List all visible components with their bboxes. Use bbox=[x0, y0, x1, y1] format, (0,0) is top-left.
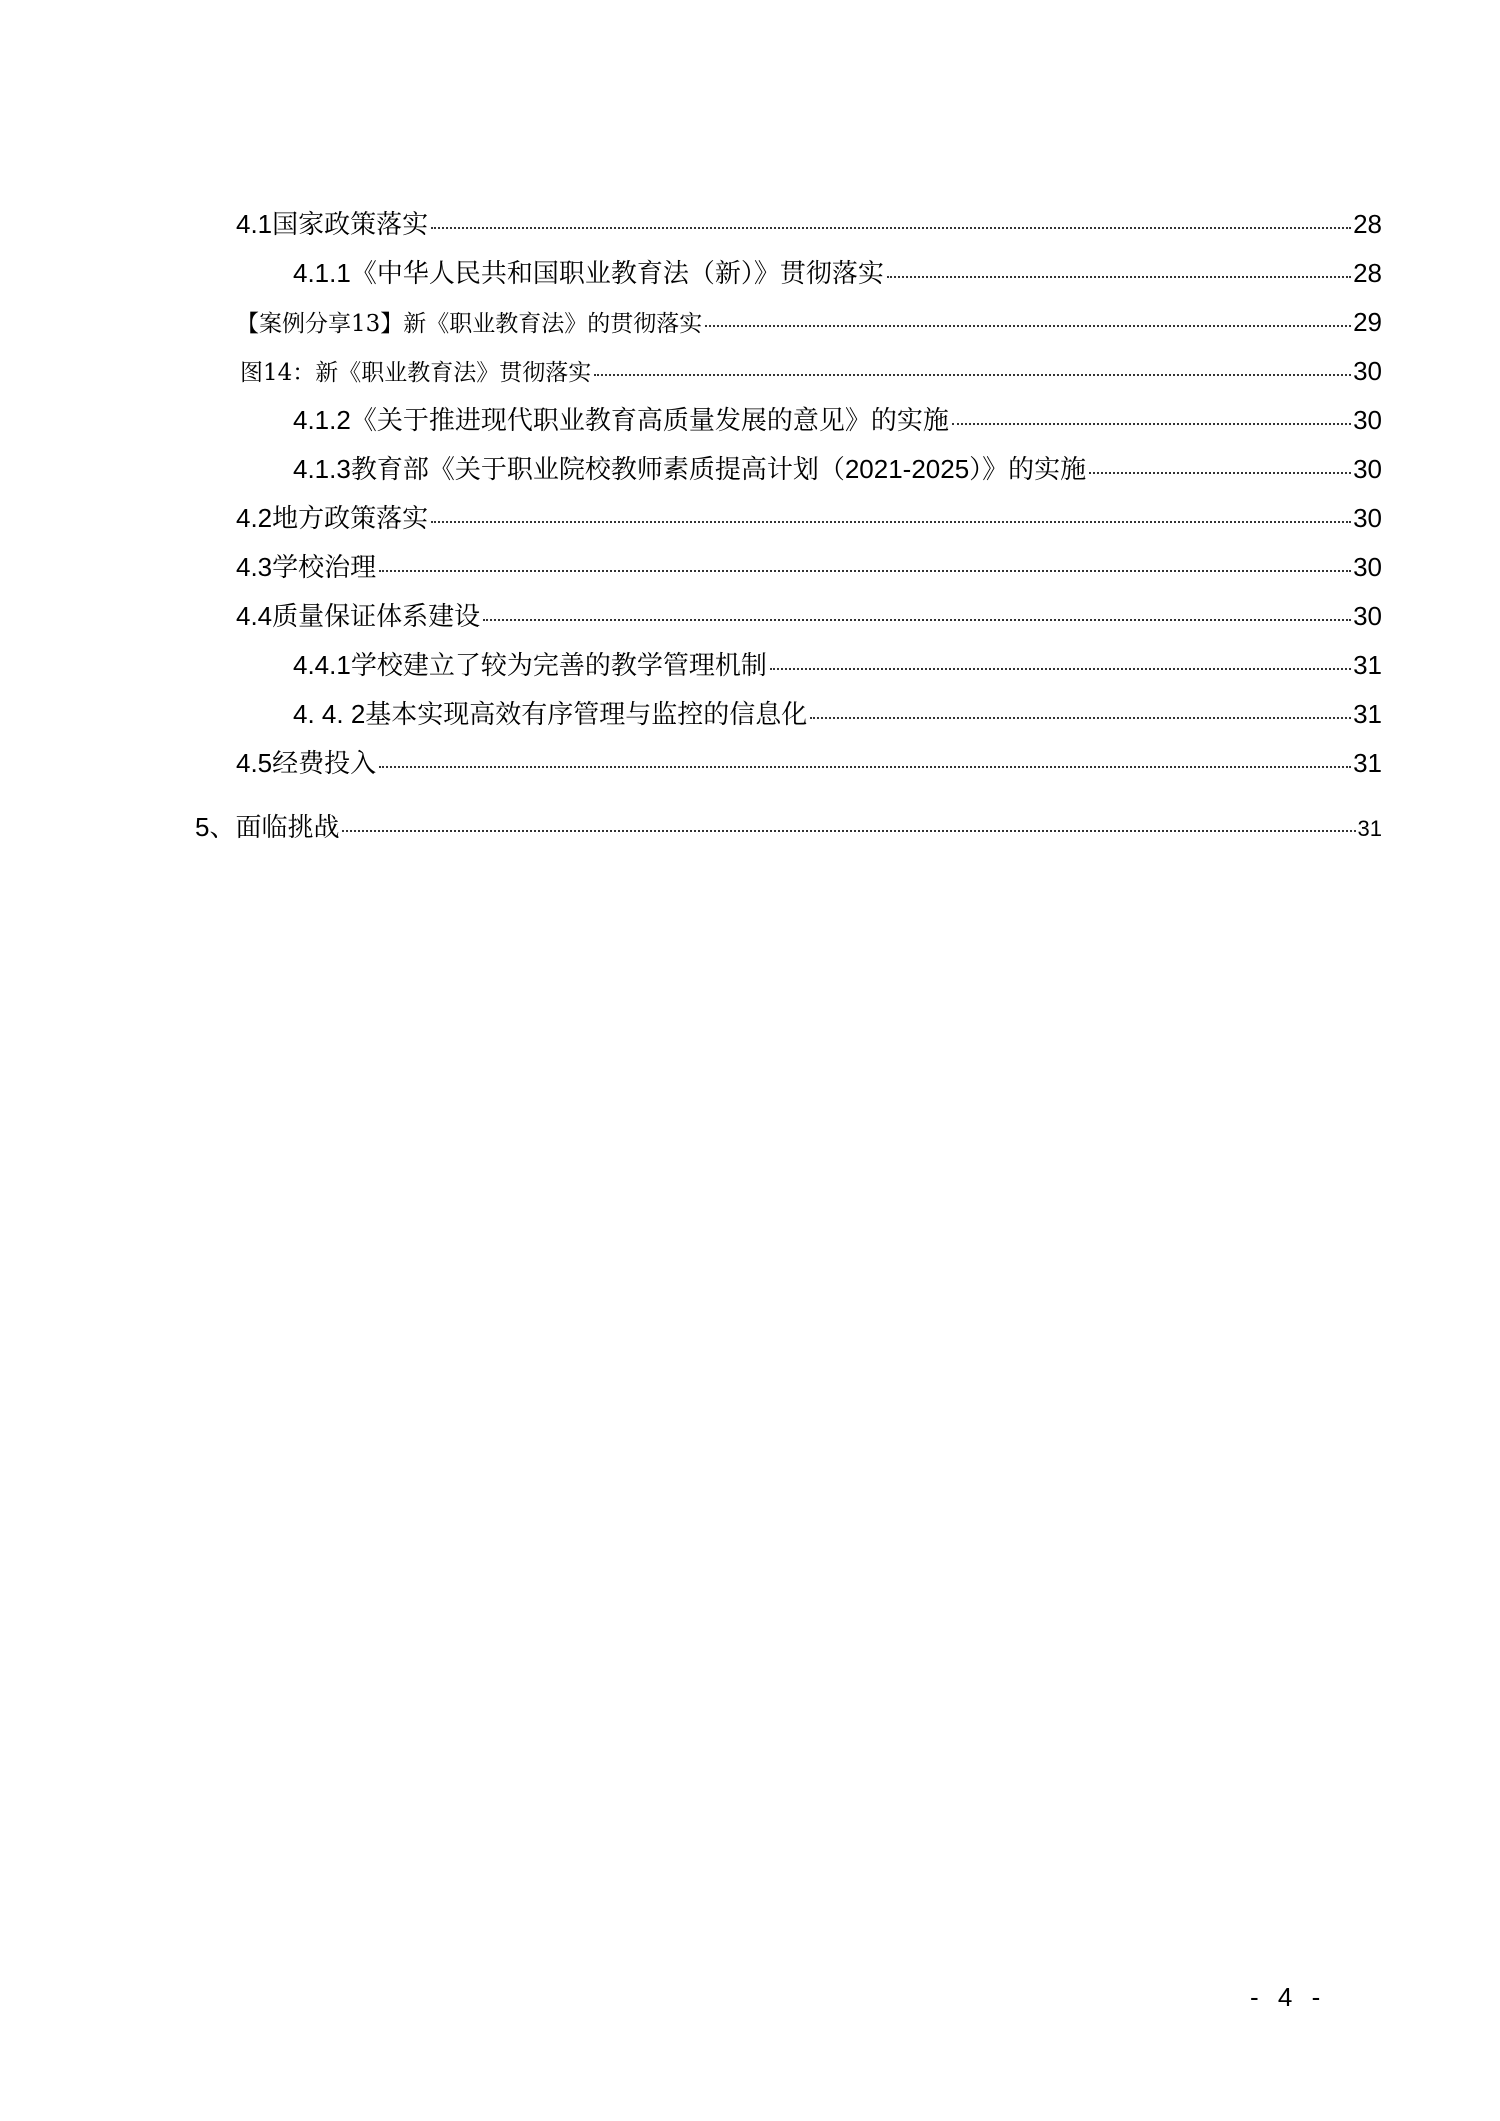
toc-entry-page: 30 bbox=[1353, 552, 1382, 582]
dot-leader bbox=[431, 521, 1351, 523]
dot-leader bbox=[887, 276, 1351, 278]
toc-entry-page: 30 bbox=[1353, 601, 1382, 631]
toc-entry-4-1-3[interactable] bbox=[293, 449, 1382, 489]
toc-entry-4-4-2[interactable] bbox=[293, 694, 1382, 734]
dot-leader bbox=[483, 619, 1351, 621]
toc-entry-label: 4.5经费投入 bbox=[236, 748, 377, 778]
toc-entry-4-4[interactable] bbox=[236, 596, 1382, 636]
toc-entry-label: 4.4质量保证体系建设 bbox=[236, 601, 481, 631]
toc-entry-case-13[interactable] bbox=[236, 302, 1382, 342]
toc-entry-page: 31 bbox=[1353, 699, 1382, 729]
toc-entry-page: 31 bbox=[1353, 650, 1382, 680]
toc-entry-figure-14[interactable] bbox=[240, 351, 1382, 391]
toc-entry-label: 4.1.1《中华人民共和国职业教育法（新）》贯彻落实 bbox=[293, 258, 884, 288]
toc-entry-label: 4. 4. 2基本实现高效有序管理与监控的信息化 bbox=[293, 699, 808, 729]
dot-leader bbox=[379, 570, 1351, 572]
toc-entry-page: 28 bbox=[1353, 209, 1382, 239]
toc-entry-label: 【案例分享13】新《职业教育法》的贯彻落实 bbox=[236, 311, 703, 337]
toc-entry-page: 30 bbox=[1353, 405, 1382, 435]
dot-leader bbox=[810, 717, 1351, 719]
toc-entry-4-4-1[interactable] bbox=[293, 645, 1382, 685]
dot-leader bbox=[952, 423, 1351, 425]
toc-entry-page: 28 bbox=[1353, 258, 1382, 288]
toc-entry-label: 5、面临挑战 bbox=[195, 812, 340, 842]
dot-leader bbox=[594, 374, 1351, 376]
toc-entry-label: 4.3学校治理 bbox=[236, 552, 377, 582]
toc-entry-label: 图14：新《职业教育法》贯彻落实 bbox=[240, 360, 592, 386]
toc-entry-page: 30 bbox=[1353, 503, 1382, 533]
page-number: - 4 - bbox=[1250, 1982, 1327, 2012]
toc-entry-label: 4.4.1学校建立了较为完善的教学管理机制 bbox=[293, 650, 767, 680]
toc-entry-page: 29 bbox=[1353, 307, 1382, 337]
toc-entry-page: 30 bbox=[1353, 356, 1382, 386]
toc-entry-5[interactable] bbox=[195, 807, 1382, 847]
toc-entry-label: 4.1国家政策落实 bbox=[236, 209, 429, 239]
dot-leader bbox=[705, 325, 1351, 327]
toc-entry-4-1-1[interactable] bbox=[293, 253, 1382, 293]
toc-entry-page: 31 bbox=[1353, 748, 1382, 778]
dot-leader bbox=[770, 668, 1351, 670]
toc-entry-4-2[interactable] bbox=[236, 498, 1382, 538]
toc-entry-label: 4.1.2《关于推进现代职业教育高质量发展的意见》的实施 bbox=[293, 405, 949, 435]
toc-entry-4-1[interactable] bbox=[236, 204, 1382, 244]
dot-leader bbox=[342, 830, 1355, 832]
dot-leader bbox=[1089, 472, 1351, 474]
dot-leader bbox=[379, 766, 1351, 768]
toc-entry-label: 4.1.3教育部《关于职业院校教师素质提高计划（2021-2025）》的实施 bbox=[293, 454, 1087, 484]
toc-entry-page: 30 bbox=[1353, 454, 1382, 484]
toc-entry-label: 4.2地方政策落实 bbox=[236, 503, 429, 533]
toc-entry-4-5[interactable] bbox=[236, 743, 1382, 783]
toc-entry-4-3[interactable] bbox=[236, 547, 1382, 587]
toc-entry-page: 31 bbox=[1357, 816, 1382, 841]
dot-leader bbox=[431, 227, 1351, 229]
toc-entry-4-1-2[interactable] bbox=[293, 400, 1382, 440]
